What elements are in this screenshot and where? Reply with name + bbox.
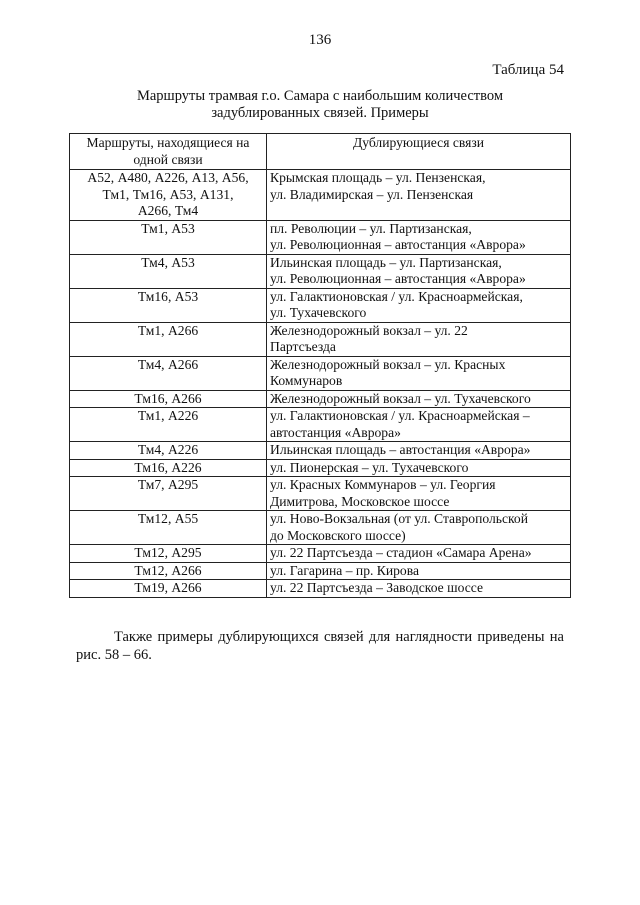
- cell-links: [267, 442, 571, 460]
- table-row: [70, 170, 571, 221]
- cell-links: [267, 459, 571, 477]
- cell-routes-line: А266, Тм4: [137, 203, 199, 218]
- cell-routes-line: Тм16, А53: [137, 288, 199, 304]
- cell-links: [267, 356, 571, 390]
- cell-routes: [70, 390, 267, 408]
- table-row: [70, 545, 571, 563]
- table-row: [70, 254, 571, 288]
- cell-links-line: автостанция «Аврора»: [270, 424, 401, 440]
- page-number: 136: [308, 32, 332, 48]
- header-routes-line: одной связи: [133, 151, 203, 167]
- cell-routes-line: Тм4, А53: [141, 254, 195, 270]
- table-body: [70, 170, 571, 598]
- cell-routes-line: Тм12, А55: [137, 511, 199, 526]
- table-row: [70, 408, 571, 442]
- table-row: [70, 356, 571, 390]
- cell-routes-line: Тм1, А266: [137, 322, 199, 338]
- table-header-row: [70, 134, 571, 170]
- cell-routes-line: Тм1, А226: [137, 408, 199, 423]
- table-row: [70, 477, 571, 511]
- cell-routes-line: Тм16, А226: [134, 459, 202, 475]
- cell-links: [267, 254, 571, 288]
- table-row: [70, 442, 571, 460]
- cell-links-line: Железнодорожный вокзал – ул. Красных: [270, 356, 506, 372]
- table-row: [70, 390, 571, 408]
- cell-routes: [70, 288, 267, 322]
- cell-links: [267, 562, 571, 580]
- cell-links: [267, 170, 571, 221]
- header-links: Дублирующиеся связи: [267, 134, 571, 170]
- cell-links-line: Димитрова, Московское шоссе: [270, 493, 450, 509]
- cell-links-line: ул. Пионерская – ул. Тухачевского: [270, 459, 469, 475]
- cell-links: [267, 408, 571, 442]
- cell-links: [267, 477, 571, 511]
- cell-links: [267, 322, 571, 356]
- cell-links-line: ул. Красных Коммунаров – ул. Георгия: [270, 477, 496, 492]
- table-row: [70, 288, 571, 322]
- cell-links: [267, 220, 571, 254]
- cell-routes-line: Тм7, А295: [137, 477, 199, 492]
- cell-links-line: ул. Галактионовская / ул. Красноармейская –: [270, 408, 530, 423]
- cell-links-line: ул. Ново-Вокзальная (от ул. Ставропольской: [270, 511, 528, 526]
- table-row: [70, 459, 571, 477]
- cell-links-line: Железнодорожный вокзал – ул. 22: [270, 322, 468, 338]
- table-row: [70, 220, 571, 254]
- cell-routes: [70, 254, 267, 288]
- cell-links: [267, 511, 571, 545]
- cell-routes-line: Тм1, Тм16, А53, А131,: [102, 186, 234, 202]
- cell-routes: [70, 545, 267, 563]
- footer-paragraph: Также примеры дублирующихся связей для наглядности приведены на рис. 58 – 66.: [76, 629, 564, 663]
- cell-links-line: ул. Тухачевского: [270, 305, 367, 320]
- cell-links-line: до Московского шоссе): [270, 527, 406, 543]
- cell-routes-line: А52, А480, А226, А13, А56,: [87, 170, 249, 185]
- cell-links-line: ул. Гагарина – пр. Кирова: [270, 562, 419, 578]
- table-row: [70, 322, 571, 356]
- cell-routes: [70, 477, 267, 511]
- cell-routes: [70, 170, 267, 221]
- cell-links-line: Коммунаров: [270, 373, 343, 388]
- table-title-line: задублированных связей. Примеры: [211, 105, 429, 121]
- cell-routes-line: Тм1, А53: [141, 220, 195, 236]
- table-row: [70, 511, 571, 545]
- cell-routes: [70, 322, 267, 356]
- cell-links: [267, 580, 571, 598]
- cell-links-line: ул. 22 Партсъезда – Заводское шоссе: [270, 580, 483, 595]
- table-row: [70, 580, 571, 598]
- header-routes-line: Маршруты, находящиеся на: [86, 135, 250, 150]
- cell-routes: [70, 408, 267, 442]
- cell-links: [267, 545, 571, 563]
- cell-routes-line: Тм4, А226: [137, 442, 199, 457]
- cell-links-line: ул. Революционная – автостанция «Аврора»: [270, 271, 526, 286]
- cell-links-line: ул. 22 Партсъезда – стадион «Самара Арена»: [270, 545, 532, 560]
- cell-links-line: ул. Галактионовская / ул. Красноармейская,: [270, 288, 523, 304]
- cell-links-line: Железнодорожный вокзал – ул. Тухачевского: [270, 390, 531, 406]
- table-label: Таблица 54: [492, 62, 564, 78]
- cell-links-line: Крымская площадь – ул. Пензенская,: [270, 170, 486, 185]
- cell-links-line: Партсъезда: [270, 339, 336, 354]
- cell-links-line: Ильинская площадь – ул. Партизанская,: [270, 254, 502, 270]
- header-routes: [70, 134, 267, 170]
- table-title: [70, 88, 570, 122]
- table-row: [70, 562, 571, 580]
- cell-routes-line: Тм12, А266: [134, 562, 202, 578]
- cell-routes-line: Тм4, А266: [137, 356, 199, 372]
- cell-routes: [70, 459, 267, 477]
- cell-routes-line: Тм16, А266: [134, 390, 202, 406]
- cell-routes: [70, 562, 267, 580]
- cell-routes-line: Тм12, А295: [134, 545, 202, 560]
- cell-links-line: ул. Революционная – автостанция «Аврора»: [270, 237, 526, 252]
- cell-links: [267, 390, 571, 408]
- cell-links-line: пл. Революции – ул. Партизанская,: [270, 220, 472, 236]
- cell-routes: [70, 580, 267, 598]
- cell-links-line: Ильинская площадь – автостанция «Аврора»: [270, 442, 531, 457]
- cell-links: [267, 288, 571, 322]
- cell-routes: [70, 356, 267, 390]
- cell-routes-line: Тм19, А266: [134, 580, 202, 595]
- cell-routes: [70, 220, 267, 254]
- table-title-line: Маршруты трамвая г.о. Самара с наибольшим количеством: [136, 88, 504, 104]
- cell-routes: [70, 511, 267, 545]
- cell-links-line: ул. Владимирская – ул. Пензенская: [270, 186, 474, 202]
- cell-routes: [70, 442, 267, 460]
- routes-table: [69, 133, 571, 598]
